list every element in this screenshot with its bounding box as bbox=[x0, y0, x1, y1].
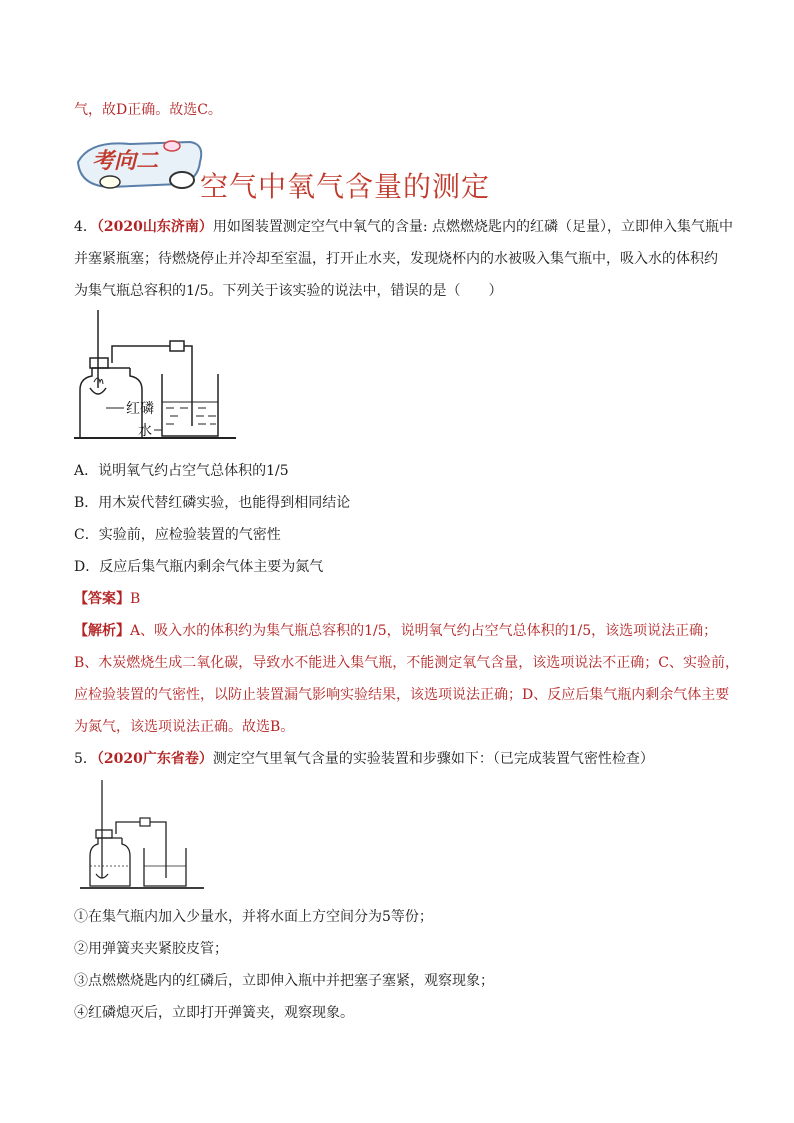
q4-analysis-2: B、木炭燃烧生成二氧化碳，导致水不能进入集气瓶，不能测定氧气含量，该选项说法不正确；C、实验前， bbox=[74, 655, 739, 671]
q5-step-2: ②用弹簧夹夹紧胶皮管； bbox=[74, 941, 228, 957]
tube-into-beaker bbox=[184, 346, 192, 426]
q4-stem-1: 用如图装置测定空气中氧气的含量: 点燃燃烧匙内的红磷（足量），立即伸入集气瓶中 bbox=[212, 219, 734, 235]
previous-answer-tail: 气，故D正确。故选C。 bbox=[74, 102, 222, 118]
bottle-stopper bbox=[90, 358, 108, 368]
q5-stem: 测定空气里氧气含量的实验装置和步骤如下：（已完成装置气密性检查） bbox=[212, 751, 654, 767]
q5-step-1: ①在集气瓶内加入少量水，并将水面上方空间分为5等份； bbox=[74, 909, 433, 925]
answer-label: 【答案】 bbox=[74, 591, 130, 607]
q4-option-b: B．用木炭代替红磷实验，也能得到相同结论 bbox=[74, 495, 351, 511]
banner-deco-left bbox=[100, 176, 120, 188]
answer-value: B bbox=[130, 591, 141, 607]
beaker bbox=[144, 848, 186, 886]
q4-answer bbox=[74, 589, 140, 609]
connecting-tube bbox=[116, 822, 166, 878]
analysis-text-1: A、吸入水的体积约为集气瓶总容积的1/5，说明氧气约占空气总体积的1/5，该选项说法正确； bbox=[130, 623, 718, 639]
section-title: 空气中氧气含量的测定 bbox=[200, 170, 491, 203]
banner-deco-top bbox=[164, 141, 180, 151]
q4-stem-2: 并塞紧瓶塞；待燃烧停止并冷却至室温，打开止水夹，发现烧杯内的水被吸入集气瓶中，吸入水的体积约 bbox=[74, 251, 718, 267]
gas-bottle bbox=[90, 838, 130, 886]
q5-step-4: ④红磷熄灭后，立即打开弹簧夹，观察现象。 bbox=[74, 1005, 354, 1021]
q5-source: （2020广东省卷） bbox=[96, 751, 213, 767]
clamp bbox=[170, 341, 184, 351]
analysis-label: 【解析】 bbox=[74, 623, 130, 639]
q5-step-3: ③点燃燃烧匙内的红磷后，立即伸入瓶中并把塞子塞紧，观察现象； bbox=[74, 973, 494, 989]
q4-option-d: D．反应后集气瓶内剩余气体主要为氮气 bbox=[74, 559, 324, 575]
spring-clamp bbox=[140, 818, 150, 826]
connecting-tube bbox=[112, 346, 170, 363]
q4-analysis-4: 为氮气，该选项说法正确。故选B。 bbox=[74, 719, 295, 735]
q4-analysis-1 bbox=[74, 621, 717, 641]
q5-apparatus-figure bbox=[78, 778, 208, 893]
beaker bbox=[162, 374, 218, 436]
q4-line-1 bbox=[74, 217, 733, 237]
q4-apparatus-figure bbox=[70, 308, 240, 448]
q4-option-a: A．说明氧气约占空气总体积的1/5 bbox=[74, 463, 289, 479]
bottle-stopper bbox=[96, 830, 112, 838]
water-hatching bbox=[166, 408, 216, 424]
q5-number: 5． bbox=[74, 751, 97, 767]
q4-stem-3: 为集气瓶总容积的1/5。下列关于该实验的说法中，错误的是（ ） bbox=[74, 283, 503, 299]
label-water: 水 bbox=[138, 423, 152, 439]
q4-option-c: C．实验前，应检验装置的气密性 bbox=[74, 527, 281, 543]
label-red-phosphorus: 红磷 bbox=[126, 401, 154, 417]
section-badge: 考向二 bbox=[92, 149, 159, 174]
q4-number: 4． bbox=[74, 219, 97, 235]
banner-deco-right bbox=[170, 172, 194, 188]
q5-line-1 bbox=[74, 749, 654, 769]
q4-source: （2020山东济南） bbox=[96, 219, 213, 235]
combustion-spoon bbox=[90, 388, 106, 394]
q4-analysis-3: 应检验装置的气密性，以防止装置漏气影响实验结果，该选项说法正确；D、反应后集气瓶内剩余气体主要 bbox=[74, 687, 730, 703]
